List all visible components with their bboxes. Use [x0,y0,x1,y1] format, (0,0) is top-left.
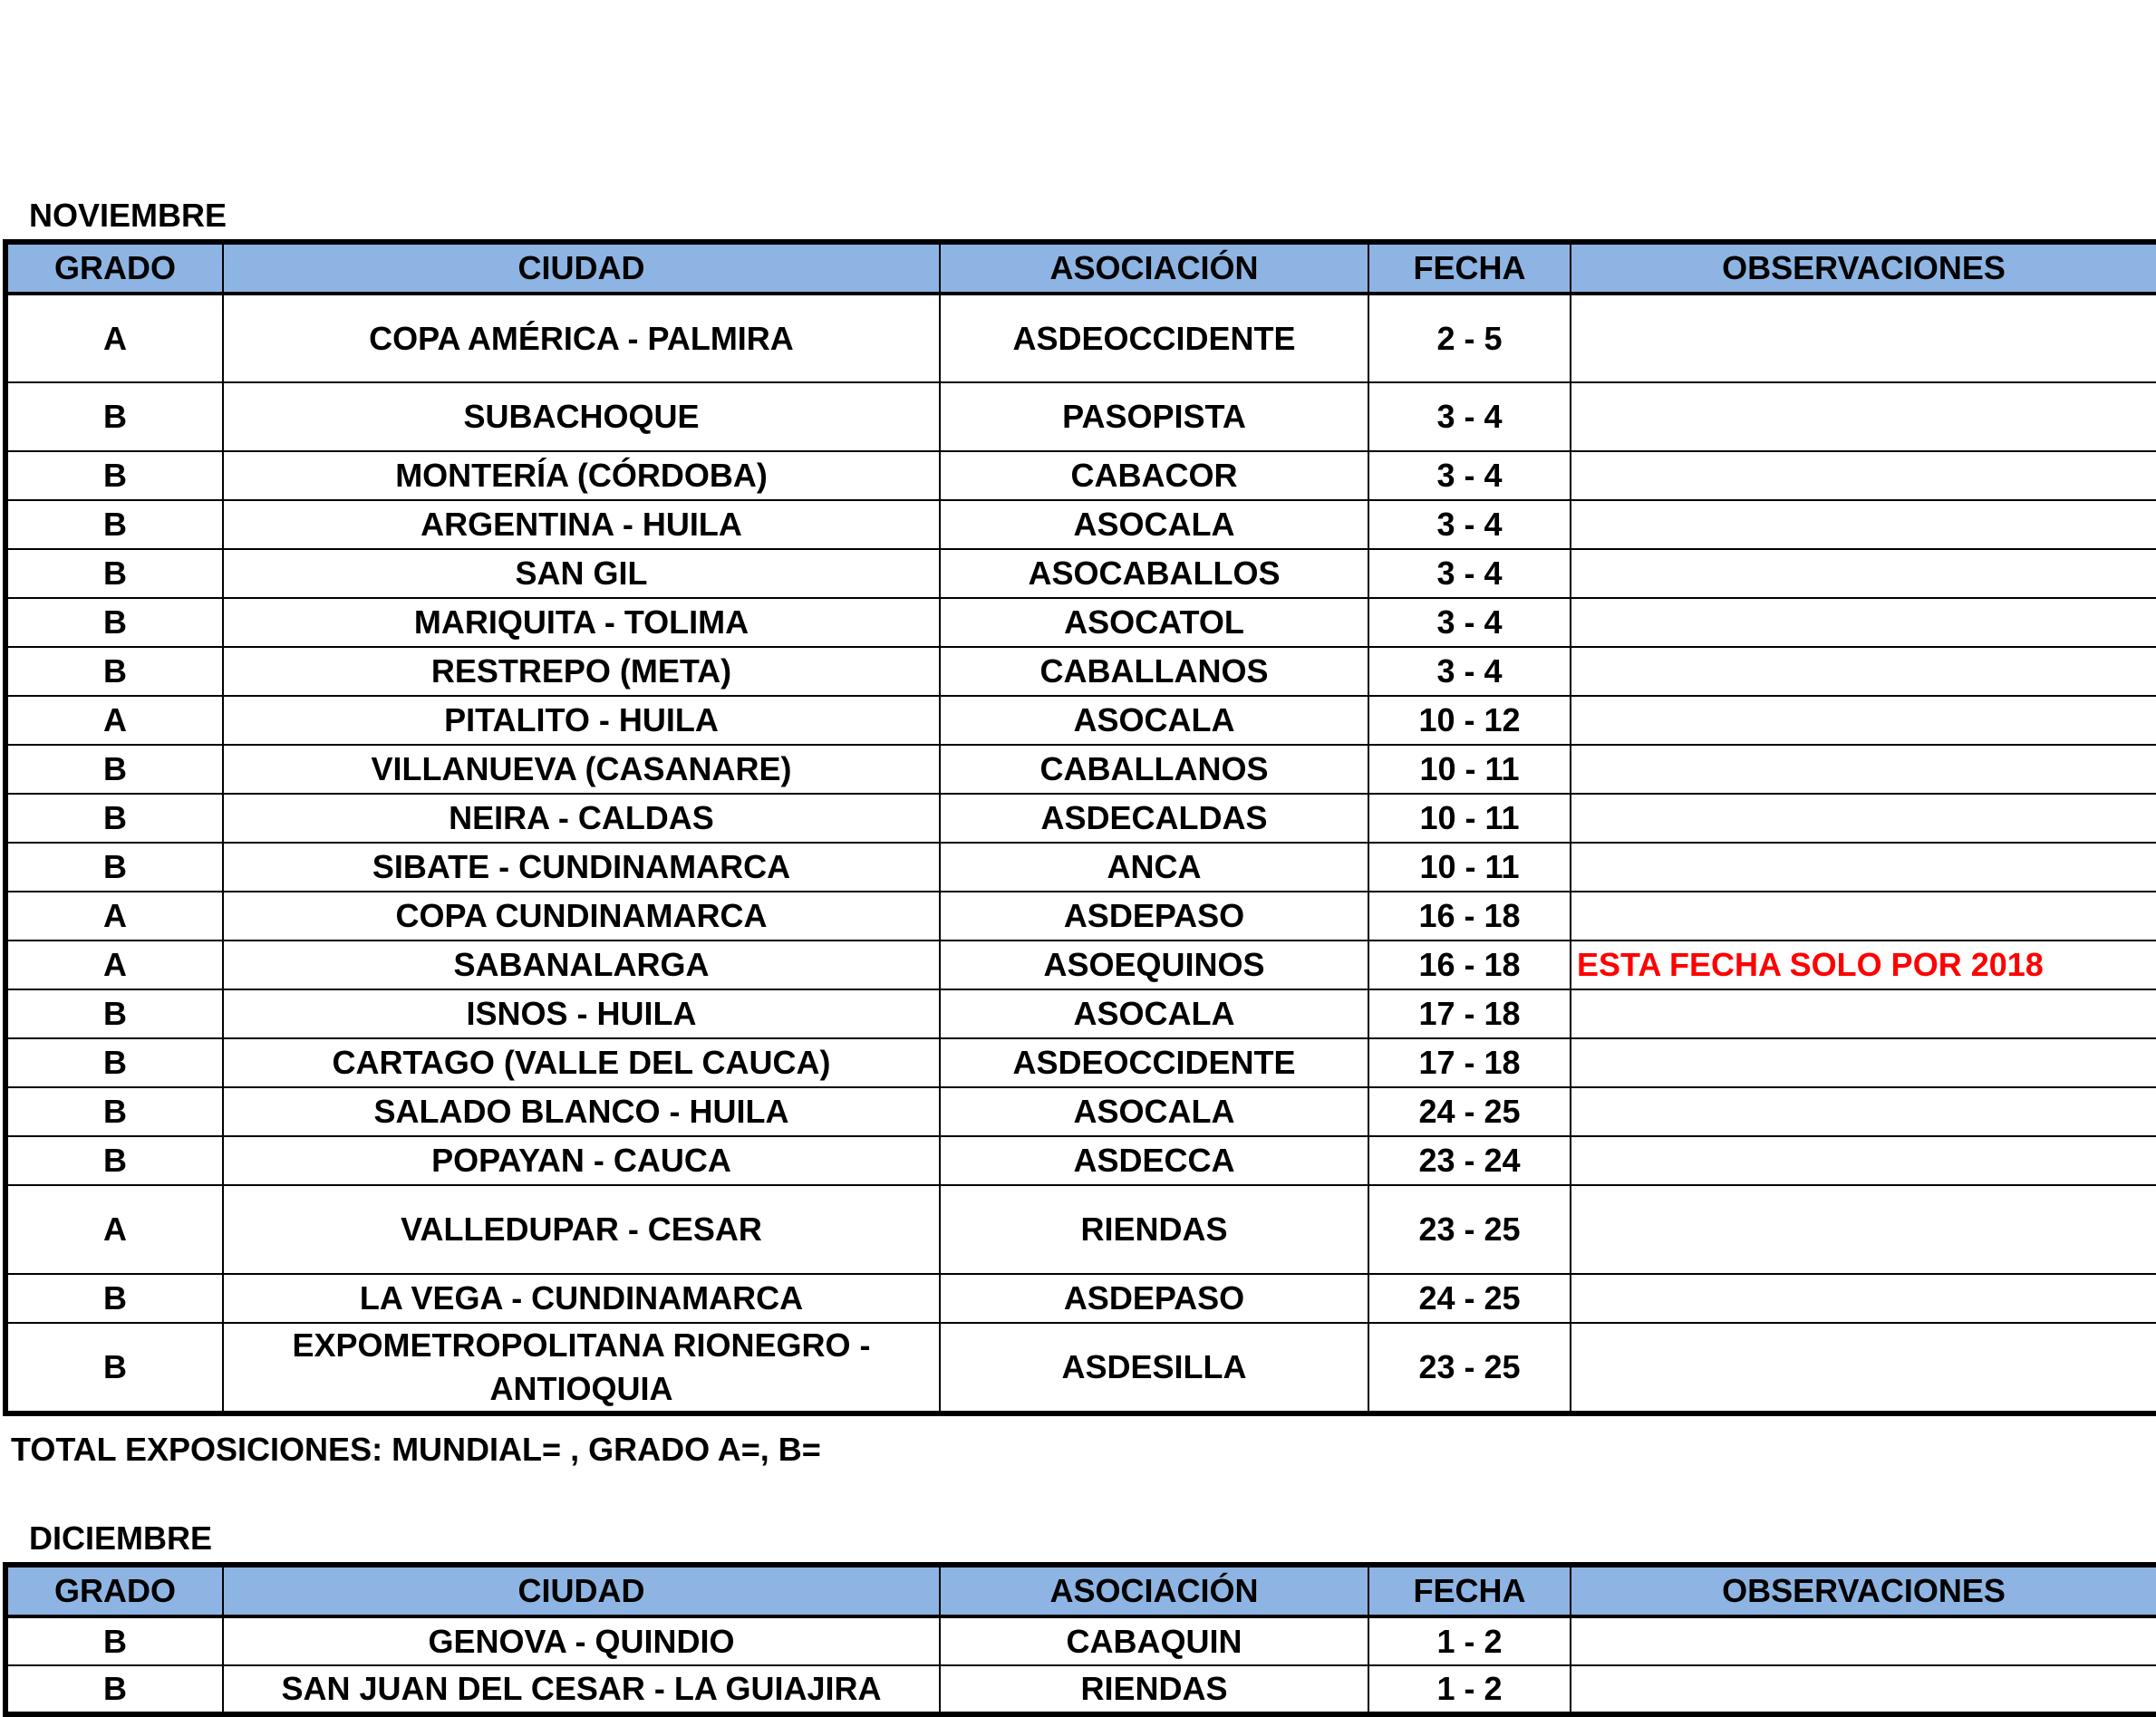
cell-ciudad: ISNOS - HUILA [223,989,940,1038]
cell-ciudad: SAN JUAN DEL CESAR - LA GUIAJIRA [223,1665,940,1714]
cell-observaciones [1571,451,2156,500]
table-row [5,745,2156,794]
cell-ciudad: EXPOMETROPOLITANA RIONEGRO - ANTIOQUIA [223,1323,940,1413]
cell-ciudad: SABANALARGA [223,940,940,989]
cell-asociacion: ASOCALA [940,500,1368,549]
cell-observaciones [1571,989,2156,1038]
header-fecha: FECHA [1368,242,1571,294]
header-fecha: FECHA [1368,1565,1571,1616]
cell-ciudad: COPA CUNDINAMARCA [223,892,940,940]
cell-asociacion: ASOEQUINOS [940,940,1368,989]
cell-fecha: 1 - 2 [1368,1616,1571,1665]
noviembre-table [3,239,2156,1416]
cell-grado: B [5,451,223,500]
diciembre-rows [5,1616,2156,1714]
cell-grado: B [5,1616,223,1665]
table-row [5,1274,2156,1323]
cell-fecha: 23 - 24 [1368,1136,1571,1185]
cell-asociacion: PASOPISTA [940,382,1368,451]
cell-observaciones [1571,745,2156,794]
cell-asociacion: RIENDAS [940,1665,1368,1714]
cell-observaciones [1571,843,2156,892]
cell-grado: A [5,940,223,989]
header-asociacion: ASOCIACIÓN [940,1565,1368,1616]
cell-ciudad: MARIQUITA - TOLIMA [223,598,940,647]
cell-grado: B [5,382,223,451]
month-title-diciembre: DICIEMBRE [29,1519,213,1557]
cell-fecha: 3 - 4 [1368,549,1571,598]
cell-fecha: 3 - 4 [1368,598,1571,647]
cell-grado: A [5,696,223,745]
cell-ciudad: SUBACHOQUE [223,382,940,451]
cell-fecha: 24 - 25 [1368,1087,1571,1136]
cell-grado: B [5,1038,223,1087]
header-ciudad: CIUDAD [223,1565,940,1616]
table-row [5,892,2156,940]
cell-fecha: 10 - 11 [1368,745,1571,794]
cell-fecha: 23 - 25 [1368,1323,1571,1413]
cell-ciudad: PITALITO - HUILA [223,696,940,745]
cell-asociacion: CABALLANOS [940,745,1368,794]
cell-observaciones [1571,1136,2156,1185]
cell-fecha: 16 - 18 [1368,940,1571,989]
cell-observaciones [1571,696,2156,745]
cell-grado: B [5,549,223,598]
cell-fecha: 10 - 11 [1368,843,1571,892]
cell-asociacion: ASOCALA [940,1087,1368,1136]
cell-grado: B [5,1274,223,1323]
cell-ciudad: SALADO BLANCO - HUILA [223,1087,940,1136]
cell-observaciones [1571,892,2156,940]
cell-asociacion: CABALLANOS [940,647,1368,696]
cell-grado: B [5,794,223,843]
cell-observaciones [1571,1616,2156,1665]
table-row [5,1665,2156,1714]
cell-observaciones [1571,1038,2156,1087]
cell-ciudad: VALLEDUPAR - CESAR [223,1185,940,1274]
cell-observaciones [1571,1185,2156,1274]
cell-observaciones [1571,598,2156,647]
cell-grado: B [5,647,223,696]
cell-grado: B [5,1136,223,1185]
diciembre-table [3,1562,2156,1717]
cell-ciudad: VILLANUEVA (CASANARE) [223,745,940,794]
cell-observaciones [1571,1087,2156,1136]
cell-fecha: 3 - 4 [1368,500,1571,549]
cell-asociacion: ASDEPASO [940,892,1368,940]
cell-asociacion: RIENDAS [940,1185,1368,1274]
header-asociacion: ASOCIACIÓN [940,242,1368,294]
table-row [5,451,2156,500]
table-row [5,940,2156,989]
cell-observaciones [1571,1665,2156,1714]
cell-fecha: 10 - 11 [1368,794,1571,843]
cell-asociacion: ASDESILLA [940,1323,1368,1413]
cell-asociacion: ANCA [940,843,1368,892]
header-ciudad: CIUDAD [223,242,940,294]
cell-observaciones: ESTA FECHA SOLO POR 2018 [1571,940,2156,989]
cell-asociacion: ASOCATOL [940,598,1368,647]
cell-fecha: 17 - 18 [1368,989,1571,1038]
cell-grado: A [5,294,223,382]
month-title-noviembre: NOVIEMBRE [29,197,227,234]
cell-asociacion: ASOCALA [940,989,1368,1038]
cell-fecha: 3 - 4 [1368,647,1571,696]
noviembre-rows [5,294,2156,1413]
cell-asociacion: ASOCABALLOS [940,549,1368,598]
cell-fecha: 2 - 5 [1368,294,1571,382]
table-row [5,1185,2156,1274]
cell-grado: B [5,1323,223,1413]
cell-asociacion: CABACOR [940,451,1368,500]
cell-ciudad: CARTAGO (VALLE DEL CAUCA) [223,1038,940,1087]
table-row [5,1323,2156,1413]
cell-asociacion: ASOCALA [940,696,1368,745]
table-row [5,294,2156,382]
cell-asociacion: ASDEPASO [940,1274,1368,1323]
cell-grado: B [5,843,223,892]
cell-ciudad: SIBATE - CUNDINAMARCA [223,843,940,892]
cell-grado: B [5,598,223,647]
cell-ciudad: MONTERÍA (CÓRDOBA) [223,451,940,500]
cell-fecha: 23 - 25 [1368,1185,1571,1274]
header-observaciones: OBSERVACIONES [1571,242,2156,294]
cell-grado: A [5,1185,223,1274]
table-row [5,382,2156,451]
cell-observaciones [1571,549,2156,598]
table-row [5,1136,2156,1185]
table-row [5,1087,2156,1136]
header-grado: GRADO [5,1565,223,1616]
cell-asociacion: ASDECCA [940,1136,1368,1185]
cell-grado: B [5,745,223,794]
cell-ciudad: ARGENTINA - HUILA [223,500,940,549]
cell-fecha: 3 - 4 [1368,451,1571,500]
cell-ciudad: COPA AMÉRICA - PALMIRA [223,294,940,382]
cell-observaciones [1571,794,2156,843]
cell-grado: A [5,892,223,940]
cell-observaciones [1571,1323,2156,1413]
cell-asociacion: ASDEOCCIDENTE [940,1038,1368,1087]
cell-ciudad: GENOVA - QUINDIO [223,1616,940,1665]
cell-fecha: 10 - 12 [1368,696,1571,745]
table-row [5,647,2156,696]
table-row [5,989,2156,1038]
cell-observaciones [1571,382,2156,451]
cell-ciudad: SAN GIL [223,549,940,598]
header-row [5,1565,2156,1616]
table-row [5,598,2156,647]
cell-asociacion: ASDEOCCIDENTE [940,294,1368,382]
cell-ciudad: POPAYAN - CAUCA [223,1136,940,1185]
cell-fecha: 24 - 25 [1368,1274,1571,1323]
cell-grado: B [5,500,223,549]
cell-fecha: 17 - 18 [1368,1038,1571,1087]
table-row [5,843,2156,892]
cell-grado: B [5,989,223,1038]
table-row [5,500,2156,549]
cell-ciudad: RESTREPO (META) [223,647,940,696]
cell-grado: B [5,1665,223,1714]
total-exposiciones: TOTAL EXPOSICIONES: MUNDIAL= , GRADO A=, B= [11,1431,821,1468]
table-row [5,549,2156,598]
cell-fecha: 1 - 2 [1368,1665,1571,1714]
cell-observaciones [1571,647,2156,696]
cell-asociacion: ASDECALDAS [940,794,1368,843]
table-row [5,1616,2156,1665]
cell-fecha: 16 - 18 [1368,892,1571,940]
header-row [5,242,2156,294]
cell-observaciones [1571,500,2156,549]
cell-asociacion: CABAQUIN [940,1616,1368,1665]
cell-grado: B [5,1087,223,1136]
cell-observaciones [1571,1274,2156,1323]
table-row [5,794,2156,843]
header-grado: GRADO [5,242,223,294]
table-row [5,696,2156,745]
table-row [5,1038,2156,1087]
cell-fecha: 3 - 4 [1368,382,1571,451]
header-observaciones: OBSERVACIONES [1571,1565,2156,1616]
cell-observaciones [1571,294,2156,382]
cell-ciudad: LA VEGA - CUNDINAMARCA [223,1274,940,1323]
cell-ciudad: NEIRA - CALDAS [223,794,940,843]
